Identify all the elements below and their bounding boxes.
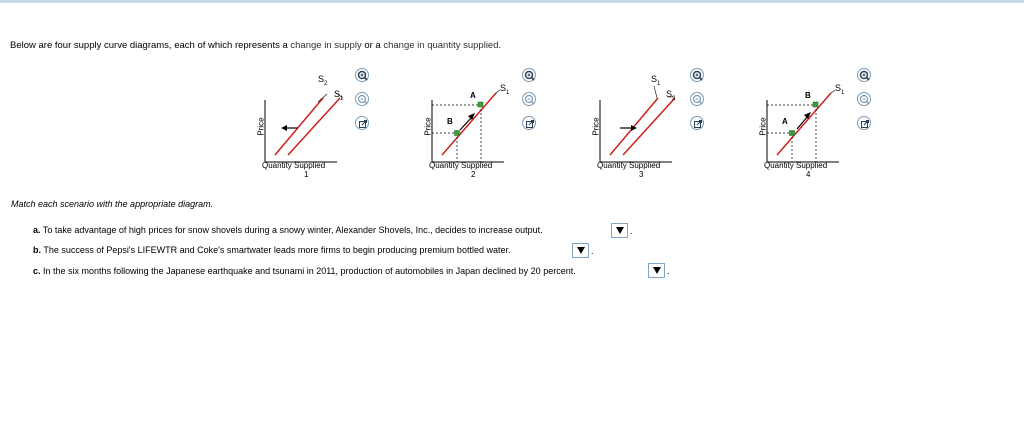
answer-dropdown-b[interactable] xyxy=(572,243,589,258)
diagram-4-tools xyxy=(857,68,873,140)
intro-prefix: Below are four supply curve diagrams, each of which represents a xyxy=(10,40,288,51)
point-label-a: A xyxy=(470,91,476,100)
intro-option-2: change in quantity supplied. xyxy=(383,40,502,51)
zoom-out-icon[interactable] xyxy=(690,92,704,106)
diagram-number: 3 xyxy=(639,170,644,179)
open-external-icon[interactable] xyxy=(690,116,704,130)
zoom-in-icon[interactable] xyxy=(355,68,369,82)
point-label-b: B xyxy=(447,117,453,126)
y-axis-label: Price xyxy=(256,117,266,136)
diagram-3-tools xyxy=(690,68,706,140)
open-external-icon[interactable] xyxy=(355,116,369,130)
question-letter: c. xyxy=(33,266,41,276)
period: . xyxy=(630,226,633,236)
open-external-icon[interactable] xyxy=(522,116,536,130)
y-axis-label: Price xyxy=(758,117,768,136)
diagram-2-tools xyxy=(522,68,538,140)
curve-label-s2: $S_2$ xyxy=(666,89,676,102)
question-letter: b. xyxy=(33,245,41,255)
question-text: The success of Pepsi's LIFEWTR and Coke's smartwater leads more firms to begin producing premium bottled water. xyxy=(43,245,511,255)
curve-label-s1: $S_1$ xyxy=(500,83,510,96)
question-text: To take advantage of high prices for snow shovels during a snowy winter, Alexander Shovels, Inc., decides to increase output. xyxy=(42,225,543,235)
zoom-in-icon[interactable] xyxy=(857,68,871,82)
top-border xyxy=(0,0,1024,3)
intro-or: or a xyxy=(364,40,381,51)
zoom-out-icon[interactable] xyxy=(857,92,871,106)
period: . xyxy=(591,246,594,256)
diagram-2 xyxy=(412,60,572,185)
intro-option-1: change in supply xyxy=(290,40,362,51)
y-axis-label: Price xyxy=(423,117,433,136)
zoom-in-icon[interactable] xyxy=(522,68,536,82)
diagram-number: 4 xyxy=(806,170,811,179)
intro-text xyxy=(10,40,501,51)
zoom-in-icon[interactable] xyxy=(690,68,704,82)
instructions: Match each scenario with the appropriate diagram. xyxy=(11,199,214,209)
point-label-b: B xyxy=(805,91,811,100)
diagram-1-tools xyxy=(355,68,371,140)
x-axis-label: Quantity Supplied xyxy=(764,161,828,170)
question-c xyxy=(33,266,576,276)
x-axis-label: Quantity Supplied xyxy=(262,161,326,170)
question-b xyxy=(33,245,510,255)
diagram-1 xyxy=(245,60,405,185)
curve-label-s2: $S_2$ xyxy=(318,74,328,87)
open-external-icon[interactable] xyxy=(857,116,871,130)
question-text: In the six months following the Japanese earthquake and tsunami in 2011, production of automobiles in Japan declined by 20 percent. xyxy=(43,266,576,276)
x-axis-label: Quantity Supplied xyxy=(597,161,661,170)
zoom-out-icon[interactable] xyxy=(522,92,536,106)
diagram-number: 1 xyxy=(304,170,309,179)
zoom-out-icon[interactable] xyxy=(355,92,369,106)
diagram-4 xyxy=(747,60,907,185)
y-axis-label: Price xyxy=(591,117,601,136)
x-axis-label: Quantity Supplied xyxy=(429,161,493,170)
point-label-a: A xyxy=(782,117,788,126)
curve-label-s1: $S_1$ xyxy=(334,89,344,102)
question-letter: a. xyxy=(33,225,41,235)
answer-dropdown-a[interactable] xyxy=(611,223,628,238)
diagram-3 xyxy=(580,60,740,185)
answer-dropdown-c[interactable] xyxy=(648,263,665,278)
curve-label-s1: $S_1$ xyxy=(651,74,661,87)
diagram-number: 2 xyxy=(471,170,476,179)
period: . xyxy=(667,266,670,276)
question-a xyxy=(33,225,543,235)
curve-label-s1: $S_1$ xyxy=(835,83,845,96)
